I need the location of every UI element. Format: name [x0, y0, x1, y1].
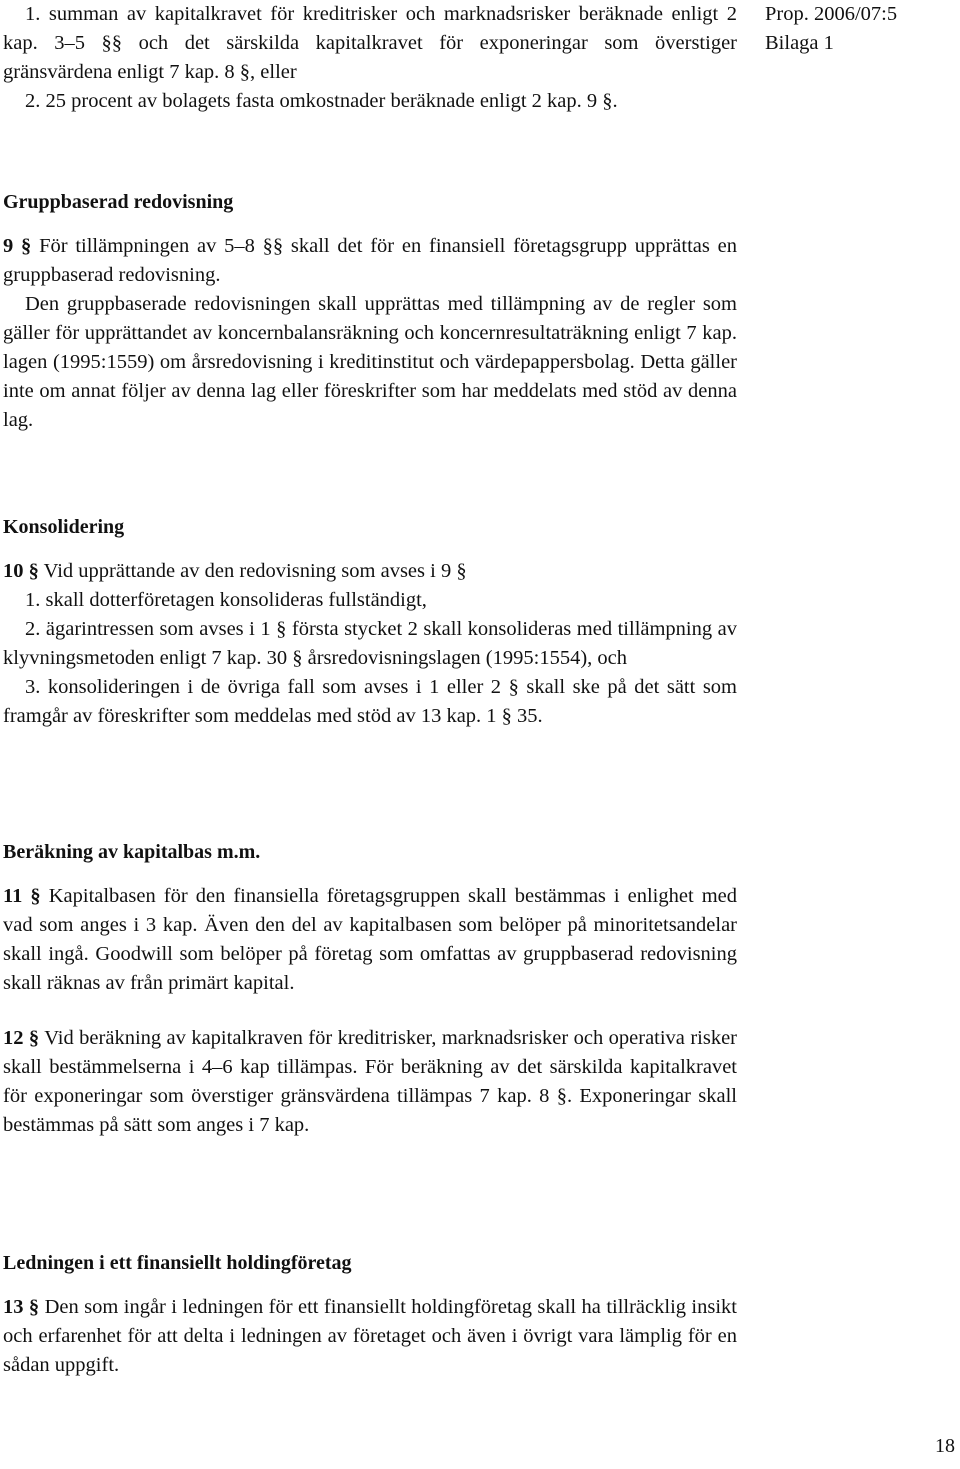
- paragraph-text: Den som ingår i ledningen för ett finansiellt holdingföretag skall ha tillräcklig insikt och erfarenhet för att delta i ledningen av företaget och även i övrigt vara lämplig för en sådan uppgift.: [3, 1296, 738, 1376]
- paragraph-text: Vid beräkning av kapitalkraven för kreditrisker, marknadsrisker och operativa risker skall bestämmelserna i 4–6 kap tillämpas. För beräkning av det särskilda kapitalkravet för exponeringar som överstiger gränsvärdena tillämpas 7 kap. 8 §. Exponeringar skall bestämmas på sätt som anges i 7 kap.: [3, 1027, 738, 1136]
- list-item-1: 1. summan av kapitalkravet för kreditrisker och marknadsrisker beräknade enligt 2 kap. 3–5 §§ och det särskilda kapitalkravet för exponeringar som överstiger gränsvärdena enligt 7 kap. 8 §, eller: [3, 3, 737, 83]
- page-number: 18: [935, 1435, 955, 1457]
- bilaga-reference: Bilaga 1: [765, 32, 834, 54]
- paragraph-text: Kapitalbasen för den finansiella företagsgruppen skall bestämmas i enlighet med vad som anges i 3 kap. Även den del av kapitalbasen som belöper på minoritetsandelar skall ingå. Goodwill som belöper på företag som omfattas av gruppbaserad redovisning skall räknas av från primärt kapital.: [3, 885, 738, 994]
- list-item: 2. ägarintressen som avses i 1 § första stycket 2 skall konsolideras med tillämpning av klyvningsmetoden enligt 7 kap. 30 § årsredovisningslagen (1995:1554), och: [3, 618, 737, 669]
- list-item: 1. skall dotterföretagen konsolideras fullständigt,: [25, 589, 427, 611]
- paragraph-text: För tillämpningen av 5–8 §§ skall det för en finansiell företagsgrupp upprättas en gruppbaserad redovisning.: [3, 235, 738, 286]
- section-number: 10 §: [3, 560, 39, 582]
- paragraph-text: Vid upprättande av den redovisning som avses i 9 §: [43, 560, 467, 582]
- section-heading: Beräkning av kapitalbas m.m.: [3, 841, 261, 863]
- section-number: 11 §: [3, 885, 41, 907]
- section-number: 13 §: [3, 1296, 40, 1318]
- paragraph: [3, 557, 737, 586]
- section-heading: Ledningen i ett finansiellt holdingföretag: [3, 1252, 352, 1274]
- paragraph: [3, 882, 737, 998]
- paragraph: [3, 1293, 737, 1380]
- top-list: [3, 0, 737, 116]
- section-heading: Gruppbaserad redovisning: [3, 191, 234, 213]
- list-item: 3. konsolideringen i de övriga fall som avses i 1 eller 2 § skall ske på det sätt som framgår av föreskrifter som meddelas med stöd av 13 kap. 1 § 35.: [3, 676, 737, 727]
- paragraph: Den gruppbaserade redovisningen skall upprättas med tillämpning av de regler som gäller för upprättandet av koncernbalansräkning och koncernresultaträkning enligt 7 kap. lagen (1995:1559) om årsredovisning i kreditinstitut och värdepappersbolag. Detta gäller inte om annat följer av denna lag eller föreskrifter som har meddelats med stöd av denna lag.: [3, 293, 737, 431]
- margin-reference: [765, 0, 955, 58]
- section-ledningen: [3, 1249, 737, 1380]
- section-number: 12 §: [3, 1027, 40, 1049]
- section-gruppbaserad: [3, 188, 737, 435]
- list-item-2: 2. 25 procent av bolagets fasta omkostnader beräknade enligt 2 kap. 9 §.: [25, 90, 618, 112]
- prop-reference: Prop. 2006/07:5: [765, 3, 898, 25]
- section-number: 9 §: [3, 235, 32, 257]
- paragraph: [3, 1024, 737, 1140]
- paragraph: [3, 232, 737, 290]
- section-heading: Konsolidering: [3, 516, 125, 538]
- section-konsolidering: [3, 513, 737, 731]
- section-kapitalbas: [3, 838, 737, 1140]
